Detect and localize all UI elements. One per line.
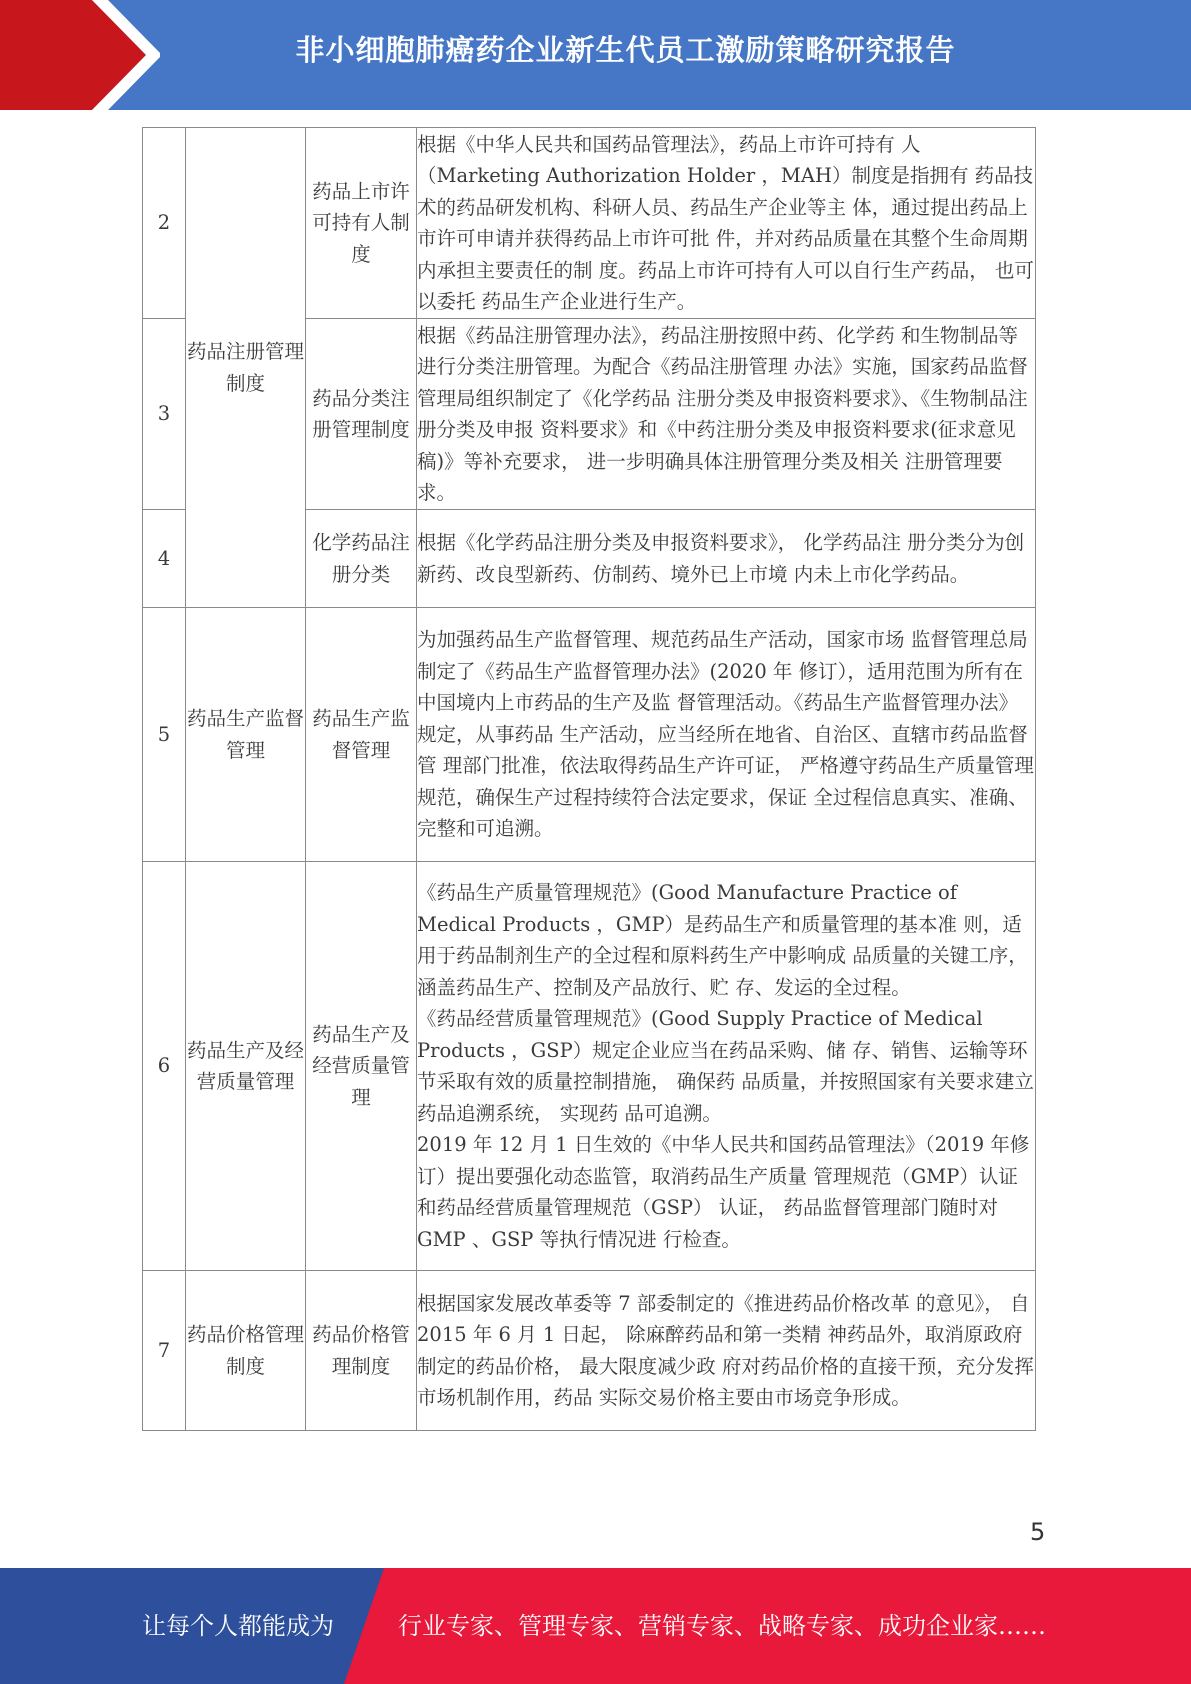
description-cell	[417, 510, 1036, 608]
category-cell: 药品注册管理制度	[186, 128, 306, 608]
item-cell: 化学药品注册分类	[306, 510, 417, 608]
category-cell: 药品价格管理制度	[186, 1271, 306, 1431]
description-paragraph: 根据《化学药品注册分类及申报资料要求》， 化学药品注 册分类分为创新药、改良型新药、仿制药、境外已上市境 内未上市化学药品。	[417, 531, 1025, 586]
item-cell: 药品生产监督管理	[306, 608, 417, 862]
footer-slogan-left: 让每个人都能成为	[142, 1612, 334, 1640]
item-cell: 药品分类注册管理制度	[306, 319, 417, 510]
description-paragraph: 为加强药品生产监督管理、规范药品生产活动，国家市场 监督管理总局制定了《药品生产监督管理办法》(2020 年 修订），适用范围为所有在中国境内上市药品的生产及监 督管理活动。《药品生产监督管理办法》规定，从事药品 生产活动，应当经所在地省、自治区、直辖市药品监督管 理部门批准，依法取得药品生产许可证， 严格遵守药品生产质量管理规范，确保生产过程持续符合法定要求，保证 全过程信息真实、准确、完整和可追溯。	[417, 628, 1034, 841]
table-row	[143, 1271, 1036, 1431]
description-paragraph: 《药品生产质量管理规范》(Good Manufacture Practice of Medical Products ，GMP）是药品生产和质量管理的基本准 则，适用于药品制剂生产的全过程和原料药生产中影响成 品质量的关键工序， 涵盖药品生产、控制及产品放行、贮 存、发运的全过程。	[417, 881, 1028, 999]
description-cell	[417, 608, 1036, 862]
footer-slogan-right: 行业专家、管理专家、营销专家、战略专家、成功企业家……	[398, 1612, 1046, 1640]
table-row	[143, 128, 1036, 319]
description-paragraph: 《药品经营质量管理规范》(Good Supply Practice of Medical Products ，GSP）规定企业应当在药品采购、储 存、销售、运输等环节采取有效的质量控制措施， 确保药 品质量，并按照国家有关要求建立药品追溯系统， 实现药 品可追溯。	[417, 1007, 1034, 1125]
item-cell: 药品价格管理制度	[306, 1271, 417, 1431]
item-cell: 药品生产及经营质量管理	[306, 862, 417, 1271]
category-cell: 药品生产及经营质量管理	[186, 862, 306, 1271]
table-row	[143, 862, 1036, 1271]
regulation-table	[142, 127, 1036, 1431]
page-footer	[0, 1568, 1191, 1684]
description-cell	[417, 1271, 1036, 1431]
report-title: 非小细胞肺癌药企业新生代员工激励策略研究报告	[295, 33, 956, 67]
row-number: 6	[143, 862, 186, 1271]
description-cell	[417, 319, 1036, 510]
row-number: 5	[143, 608, 186, 862]
category-cell: 药品生产监督管理	[186, 608, 306, 862]
item-cell: 药品上市许可持有人制度	[306, 128, 417, 319]
description-paragraph: 根据《中华人民共和国药品管理法》，药品上市许可持有 人（Marketing Authorization Holder ，MAH）制度是指拥有 药品技术的药品研发机构、科研人员、药品生产企业等主 体，通过提出药品上市许可申请并获得药品上市许可批 件，并对药品质量在其整个生命周期内承担主要责任的制 度。药品上市许可持有人可以自行生产药品， 也可以委托 药品生产企业进行生产。	[417, 132, 1034, 313]
description-cell	[417, 862, 1036, 1271]
description-paragraph: 根据国家发展改革委等 7 部委制定的《推进药品价格改革 的意见》， 自 2015 年 6 月 1 日起， 除麻醉药品和第一类精 神药品外，取消原政府制定的药品价格， 最大限度减少政 府对药品价格的直接干预，充分发挥市场机制作用，药品 实际交易价格主要由市场竞争形成。	[417, 1291, 1034, 1409]
description-paragraph: 根据《药品注册管理办法》，药品注册按照中药、化学药 和生物制品等进行分类注册管理。为配合《药品注册管理 办法》实施，国家药品监督管理局组织制定了《化学药品 注册分类及申报资料要求》、《生物制品注册分类及申报 资料要求》和《中药注册分类及申报资料要求(征求意见 稿)》等补充要求， 进一步明确具体注册管理分类及相关 注册管理要求。	[417, 323, 1028, 504]
row-number: 7	[143, 1271, 186, 1431]
page-number: 5	[1030, 1518, 1046, 1546]
description-cell	[417, 128, 1036, 319]
row-number: 3	[143, 319, 186, 510]
page-header	[0, 0, 1191, 110]
description-paragraph: 2019 年 12 月 1 日生效的《中华人民共和国药品管理法》（2019 年修订）提出要强化动态监管，取消药品生产质量 管理规范（GMP）认证和药品经营质量管理规范（GSP） 认证， 药品监督管理部门随时对 GMP 、GSP 等执行情况进 行检查。	[417, 1133, 1030, 1251]
row-number: 2	[143, 128, 186, 319]
table-row	[143, 608, 1036, 862]
row-number: 4	[143, 510, 186, 608]
